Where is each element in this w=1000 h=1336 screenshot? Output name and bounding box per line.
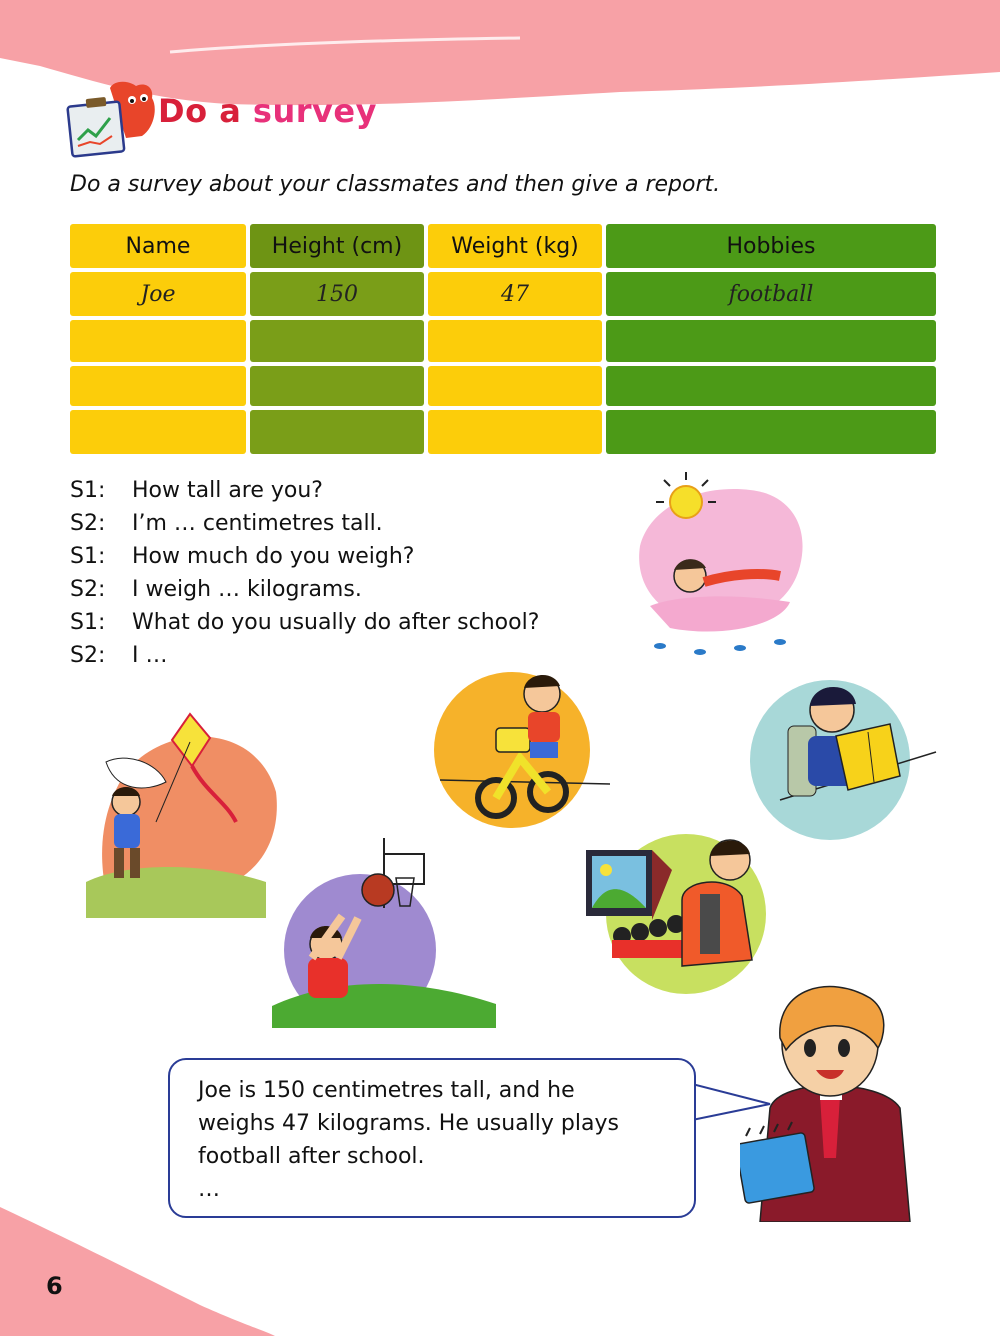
speaker: S1: xyxy=(70,478,106,503)
table-cell xyxy=(250,366,424,406)
dialogue xyxy=(70,474,539,672)
cinema-illustration xyxy=(582,830,778,996)
dialogue-line xyxy=(70,573,539,606)
section-header xyxy=(66,80,386,160)
page-number: 6 xyxy=(46,1272,63,1300)
table-cell xyxy=(428,320,602,362)
header-height: Height (cm) xyxy=(250,224,424,268)
instruction-text: Do a survey about your classmates and then give a report. xyxy=(70,172,721,197)
table-cell xyxy=(70,366,246,406)
speaker: S2: xyxy=(70,577,106,602)
dialogue-line xyxy=(70,540,539,573)
dialogue-line xyxy=(70,606,539,639)
table-cell: 150 xyxy=(250,272,424,316)
dialogue-line xyxy=(70,507,539,540)
dialogue-line xyxy=(70,474,539,507)
report-speech-bubble xyxy=(168,1058,696,1218)
header-hobbies: Hobbies xyxy=(606,224,936,268)
table-cell xyxy=(250,320,424,362)
table-cell xyxy=(606,366,936,406)
table-cell: Joe xyxy=(70,272,246,316)
utterance: What do you usually do after school? xyxy=(132,610,540,635)
table-cell xyxy=(70,410,246,454)
survey-table xyxy=(70,224,936,454)
table-cell: football xyxy=(606,272,936,316)
utterance: I weigh … kilograms. xyxy=(132,577,362,602)
report-line: Joe is 150 centimetres tall, and he xyxy=(198,1078,575,1103)
utterance: I’m … centimetres tall. xyxy=(132,511,383,536)
cycling-illustration xyxy=(420,664,616,828)
table-cell xyxy=(428,410,602,454)
report-line: weighs 47 kilograms. He usually plays xyxy=(198,1111,619,1136)
report-line: … xyxy=(198,1177,220,1202)
speaker: S2: xyxy=(70,511,106,536)
basketball-illustration xyxy=(272,838,496,1028)
table-cell xyxy=(428,366,602,406)
utterance: I … xyxy=(132,643,168,668)
section-title: Do a survey xyxy=(158,92,377,130)
speaker: S2: xyxy=(70,643,106,668)
speaker: S1: xyxy=(70,610,106,635)
speech-bubble-tail xyxy=(692,1080,772,1130)
table-cell: 47 xyxy=(428,272,602,316)
swimming-illustration xyxy=(630,466,820,666)
utterance: How tall are you? xyxy=(132,478,323,503)
kite-flying-illustration xyxy=(86,712,282,918)
reading-illustration xyxy=(740,676,940,842)
clipboard-chart-icon xyxy=(66,80,158,160)
report-line: football after school. xyxy=(198,1144,425,1169)
speaker: S1: xyxy=(70,544,106,569)
table-cell xyxy=(606,410,936,454)
table-cell xyxy=(250,410,424,454)
header-weight: Weight (kg) xyxy=(428,224,602,268)
table-cell xyxy=(70,320,246,362)
table-cell xyxy=(606,320,936,362)
header-name: Name xyxy=(70,224,246,268)
utterance: How much do you weigh? xyxy=(132,544,415,569)
